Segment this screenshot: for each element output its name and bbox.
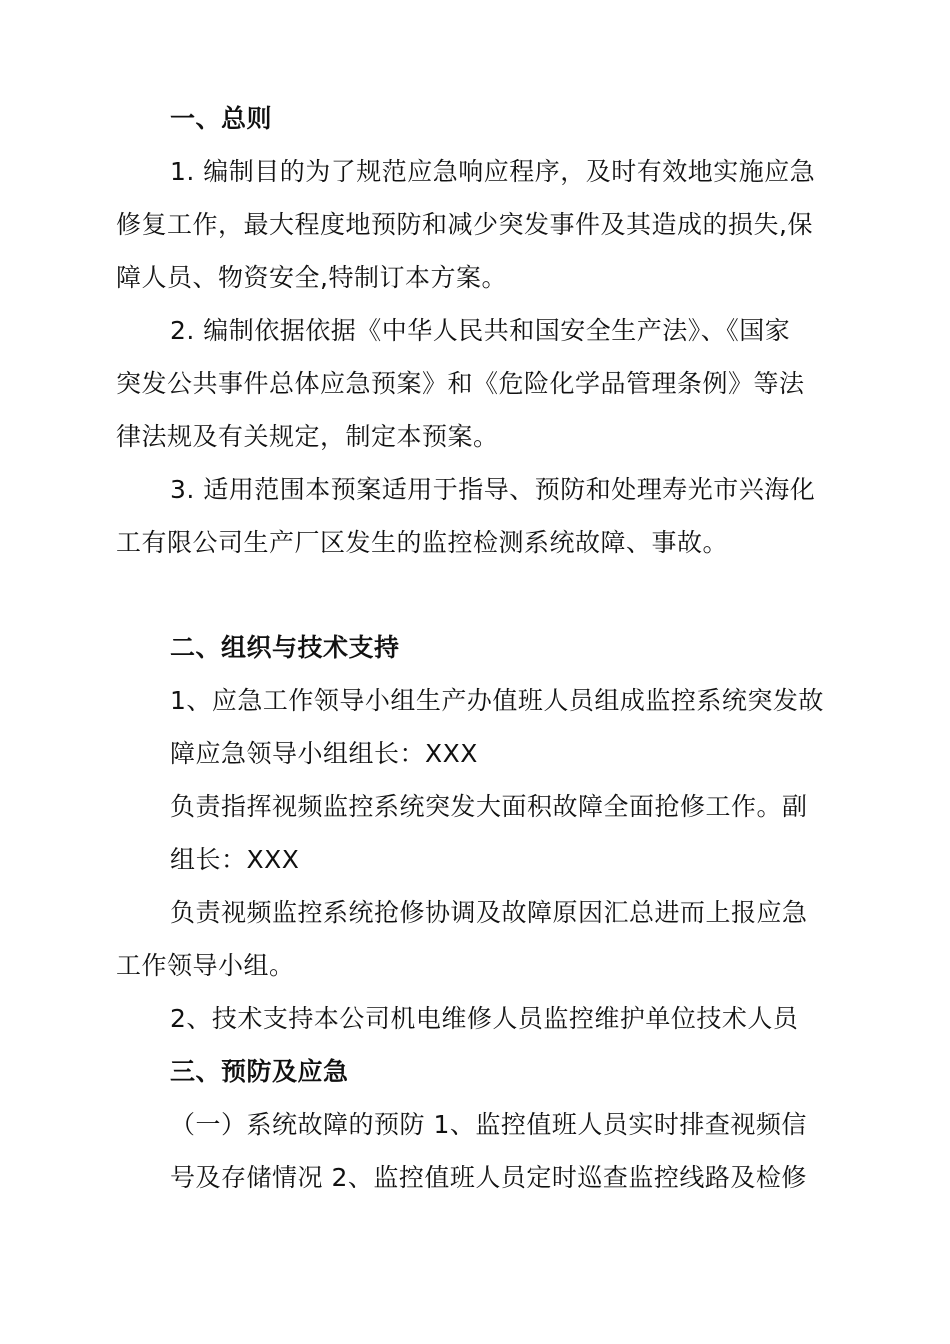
paragraph-line: （一）系统故障的预防 1、监控值班人员实时排查视频信 xyxy=(170,1110,807,1139)
paragraph-line: 号及存储情况 2、监控值班人员定时巡查监控线路及检修 xyxy=(170,1163,807,1192)
paragraph-line: 工有限公司生产厂区发生的监控检测系统故障、事故。 xyxy=(116,528,729,557)
section-heading-prevention: 三、预防及应急 xyxy=(170,1057,349,1086)
paragraph-line: 1. 编制目的为了规范应急响应程序，及时有效地实施应急 xyxy=(170,157,816,186)
paragraph-line: 2. 编制依据依据《中华人民共和国安全生产法》、《国家 xyxy=(170,316,791,345)
paragraph-line: 障人员、物资安全,特制订本方案。 xyxy=(116,263,507,292)
paragraph-line: 律法规及有关规定，制定本预案。 xyxy=(116,422,499,451)
paragraph-line: 突发公共事件总体应急预案》和《危险化学品管理条例》等法 xyxy=(116,369,805,398)
paragraph-line: 负责视频监控系统抢修协调及故障原因汇总进而上报应急 xyxy=(170,898,808,927)
paragraph-line: 2、技术支持本公司机电维修人员监控维护单位技术人员 xyxy=(170,1004,799,1033)
paragraph-line: 3. 适用范围本预案适用于指导、预防和处理寿光市兴海化 xyxy=(170,475,816,504)
paragraph-line: 组长：XXX xyxy=(170,845,300,874)
paragraph-line: 工作领导小组。 xyxy=(116,951,295,980)
section-heading-organization: 二、组织与技术支持 xyxy=(170,633,400,662)
paragraph-line: 负责指挥视频监控系统突发大面积故障全面抢修工作。副 xyxy=(170,792,808,821)
section-heading-general: 一、总则 xyxy=(170,104,273,133)
paragraph-line: 1、应急工作领导小组生产办值班人员组成监控系统突发故 xyxy=(170,686,824,715)
paragraph-line: 障应急领导小组组长：XXX xyxy=(170,739,478,768)
paragraph-line: 修复工作，最大程度地预防和减少突发事件及其造成的损失,保 xyxy=(116,210,813,239)
